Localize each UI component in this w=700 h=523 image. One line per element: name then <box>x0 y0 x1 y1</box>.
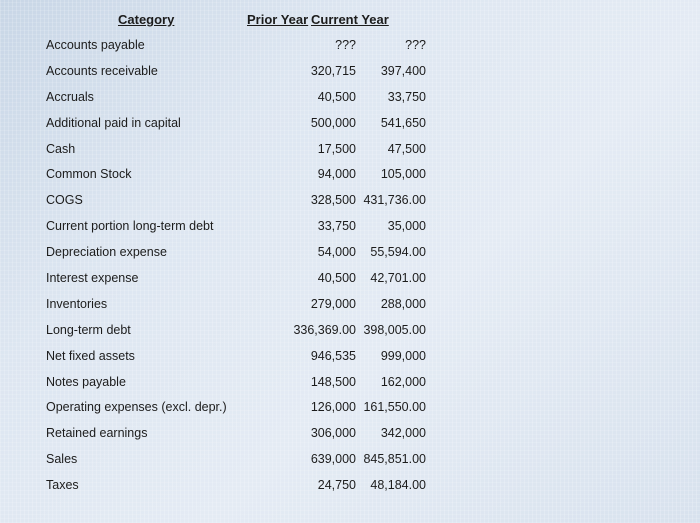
current-year-cell: 999,000 <box>380 348 426 363</box>
category-cell: Retained earnings <box>46 426 148 441</box>
table-row <box>0 369 428 395</box>
current-year-cell: 541,650 <box>380 115 426 130</box>
current-year-cell: 35,000 <box>387 219 426 234</box>
current-year-cell: ??? <box>405 37 426 52</box>
prior-year-cell: 500,000 <box>310 115 356 130</box>
table-row <box>0 213 428 239</box>
prior-year-cell: 946,535 <box>310 348 356 363</box>
category-cell: Additional paid in capital <box>46 115 181 130</box>
table-row <box>0 161 428 187</box>
current-year-cell: 47,500 <box>387 141 426 156</box>
prior-year-cell: 54,000 <box>317 245 356 260</box>
category-cell: Interest expense <box>46 270 139 285</box>
current-year-cell: 398,005.00 <box>363 322 426 337</box>
prior-year-cell: 17,500 <box>317 141 356 156</box>
table-row <box>0 394 428 420</box>
category-cell: COGS <box>46 193 83 208</box>
category-cell: Operating expenses (excl. depr.) <box>46 400 227 415</box>
category-cell: Inventories <box>46 296 108 311</box>
header-current-year: Current Year <box>311 12 389 27</box>
category-cell: Accounts payable <box>46 37 145 52</box>
current-year-cell: 845,851.00 <box>363 452 426 467</box>
table-row <box>0 58 428 84</box>
prior-year-cell: 336,369.00 <box>293 322 356 337</box>
category-cell: Common Stock <box>46 167 132 182</box>
category-cell: Accruals <box>46 89 94 104</box>
table-row <box>0 343 428 369</box>
category-cell: Sales <box>46 452 78 467</box>
table-row <box>0 291 428 317</box>
current-year-cell: 42,701.00 <box>370 270 426 285</box>
category-cell: Long-term debt <box>46 322 131 337</box>
current-year-cell: 288,000 <box>380 296 426 311</box>
prior-year-cell: 94,000 <box>317 167 356 182</box>
prior-year-cell: 328,500 <box>310 193 356 208</box>
table-row <box>0 472 428 498</box>
prior-year-cell: 148,500 <box>310 374 356 389</box>
prior-year-cell: 306,000 <box>310 426 356 441</box>
table-row <box>0 84 428 110</box>
current-year-cell: 162,000 <box>380 374 426 389</box>
current-year-cell: 55,594.00 <box>370 245 426 260</box>
category-cell: Net fixed assets <box>46 348 135 363</box>
category-cell: Notes payable <box>46 374 126 389</box>
table-row <box>0 446 428 472</box>
current-year-cell: 397,400 <box>380 63 426 78</box>
prior-year-cell: 40,500 <box>317 89 356 104</box>
prior-year-cell: 639,000 <box>310 452 356 467</box>
prior-year-cell: 279,000 <box>310 296 356 311</box>
current-year-cell: 161,550.00 <box>363 400 426 415</box>
table-row <box>0 420 428 446</box>
current-year-cell: 33,750 <box>387 89 426 104</box>
current-year-cell: 431,736.00 <box>363 193 426 208</box>
prior-year-cell: 40,500 <box>317 270 356 285</box>
current-year-cell: 105,000 <box>380 167 426 182</box>
prior-year-cell: 126,000 <box>310 400 356 415</box>
table-row <box>0 265 428 291</box>
category-cell: Taxes <box>46 478 79 493</box>
table-row <box>0 136 428 162</box>
category-cell: Cash <box>46 141 76 156</box>
prior-year-cell: 320,715 <box>310 63 356 78</box>
table-row <box>0 317 428 343</box>
header-prior-year: Prior Year <box>247 12 309 27</box>
header-category: Category <box>118 12 175 27</box>
table-row <box>0 187 428 213</box>
prior-year-cell: 24,750 <box>317 478 356 493</box>
financial-data-table <box>0 32 428 498</box>
category-cell: Current portion long-term debt <box>46 219 214 234</box>
current-year-cell: 48,184.00 <box>370 478 426 493</box>
table-row <box>0 110 428 136</box>
category-cell: Accounts receivable <box>46 63 158 78</box>
current-year-cell: 342,000 <box>380 426 426 441</box>
category-cell: Depreciation expense <box>46 245 167 260</box>
prior-year-cell: 33,750 <box>317 219 356 234</box>
prior-year-cell: ??? <box>335 37 356 52</box>
table-row <box>0 239 428 265</box>
table-row <box>0 32 428 58</box>
